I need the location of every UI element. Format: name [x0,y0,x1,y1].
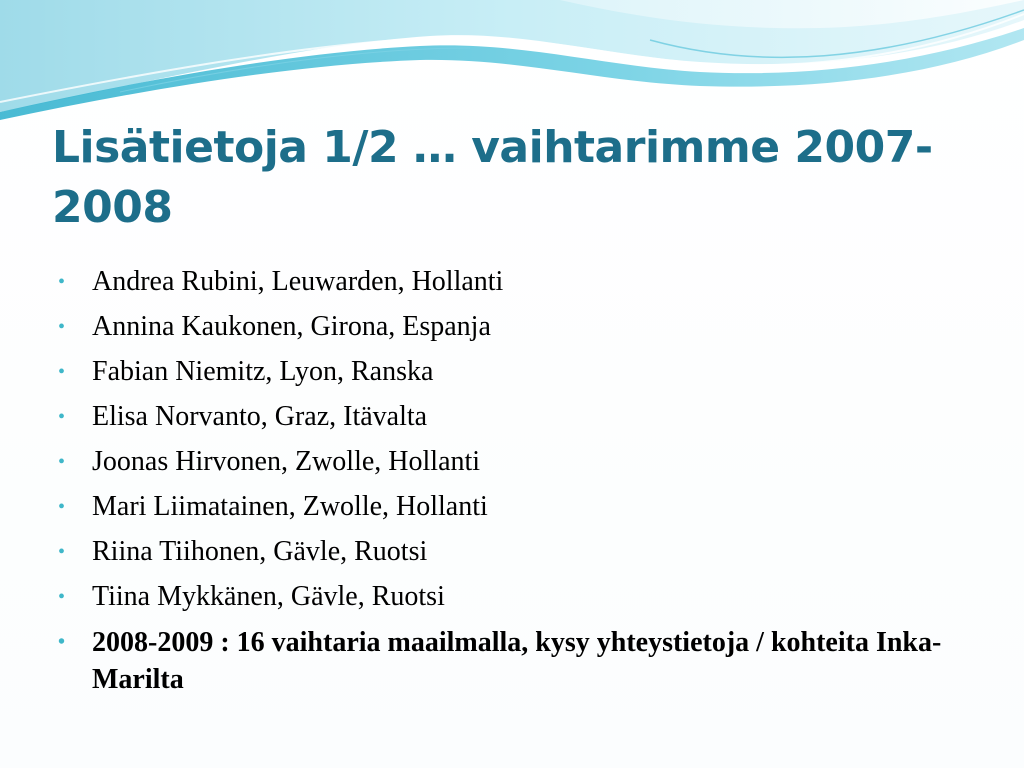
list-item-text: Joonas Hirvonen, Zwolle, Hollanti [92,446,481,477]
bullet-icon: • [58,316,66,338]
bullet-icon: • [58,451,66,473]
list-item-text: 2008-2009 : 16 vaihtaria maailmalla, kysy yhteystietoja / kohteita Inka-Marilta [92,627,942,695]
list-item [56,354,986,390]
list-item [56,489,986,525]
bullet-list [56,264,986,707]
bullet-icon: • [58,496,66,518]
list-item-text: Elisa Norvanto, Graz, Itävalta [92,401,428,432]
header-wave-decoration [0,0,1024,130]
bullet-icon: • [58,361,66,383]
bullet-icon: • [58,406,66,428]
list-item-text: Riina Tiihonen, Gävle, Ruotsi [92,536,428,567]
list-item-text: Annina Kaukonen, Girona, Espanja [92,311,491,342]
list-item [56,579,986,615]
bullet-icon: • [58,271,66,293]
list-item-text: Tiina Mykkänen, Gävle, Ruotsi [92,581,445,612]
slide-title: Lisätietoja 1/2 … vaihtarimme 2007-2008 [52,122,933,233]
bullet-icon: • [58,541,66,563]
list-item [56,399,986,435]
list-item-text: Fabian Niemitz, Lyon, Ranska [92,356,434,387]
list-item [56,309,986,345]
list-item [56,444,986,480]
list-item-text: Andrea Rubini, Leuwarden, Hollanti [92,266,504,297]
list-item [56,264,986,300]
list-item-highlight [56,624,986,698]
bullet-icon: • [58,586,66,608]
list-item [56,534,986,570]
list-item-text: Mari Liimatainen, Zwolle, Hollanti [92,491,488,522]
bullet-icon: • [58,631,66,653]
